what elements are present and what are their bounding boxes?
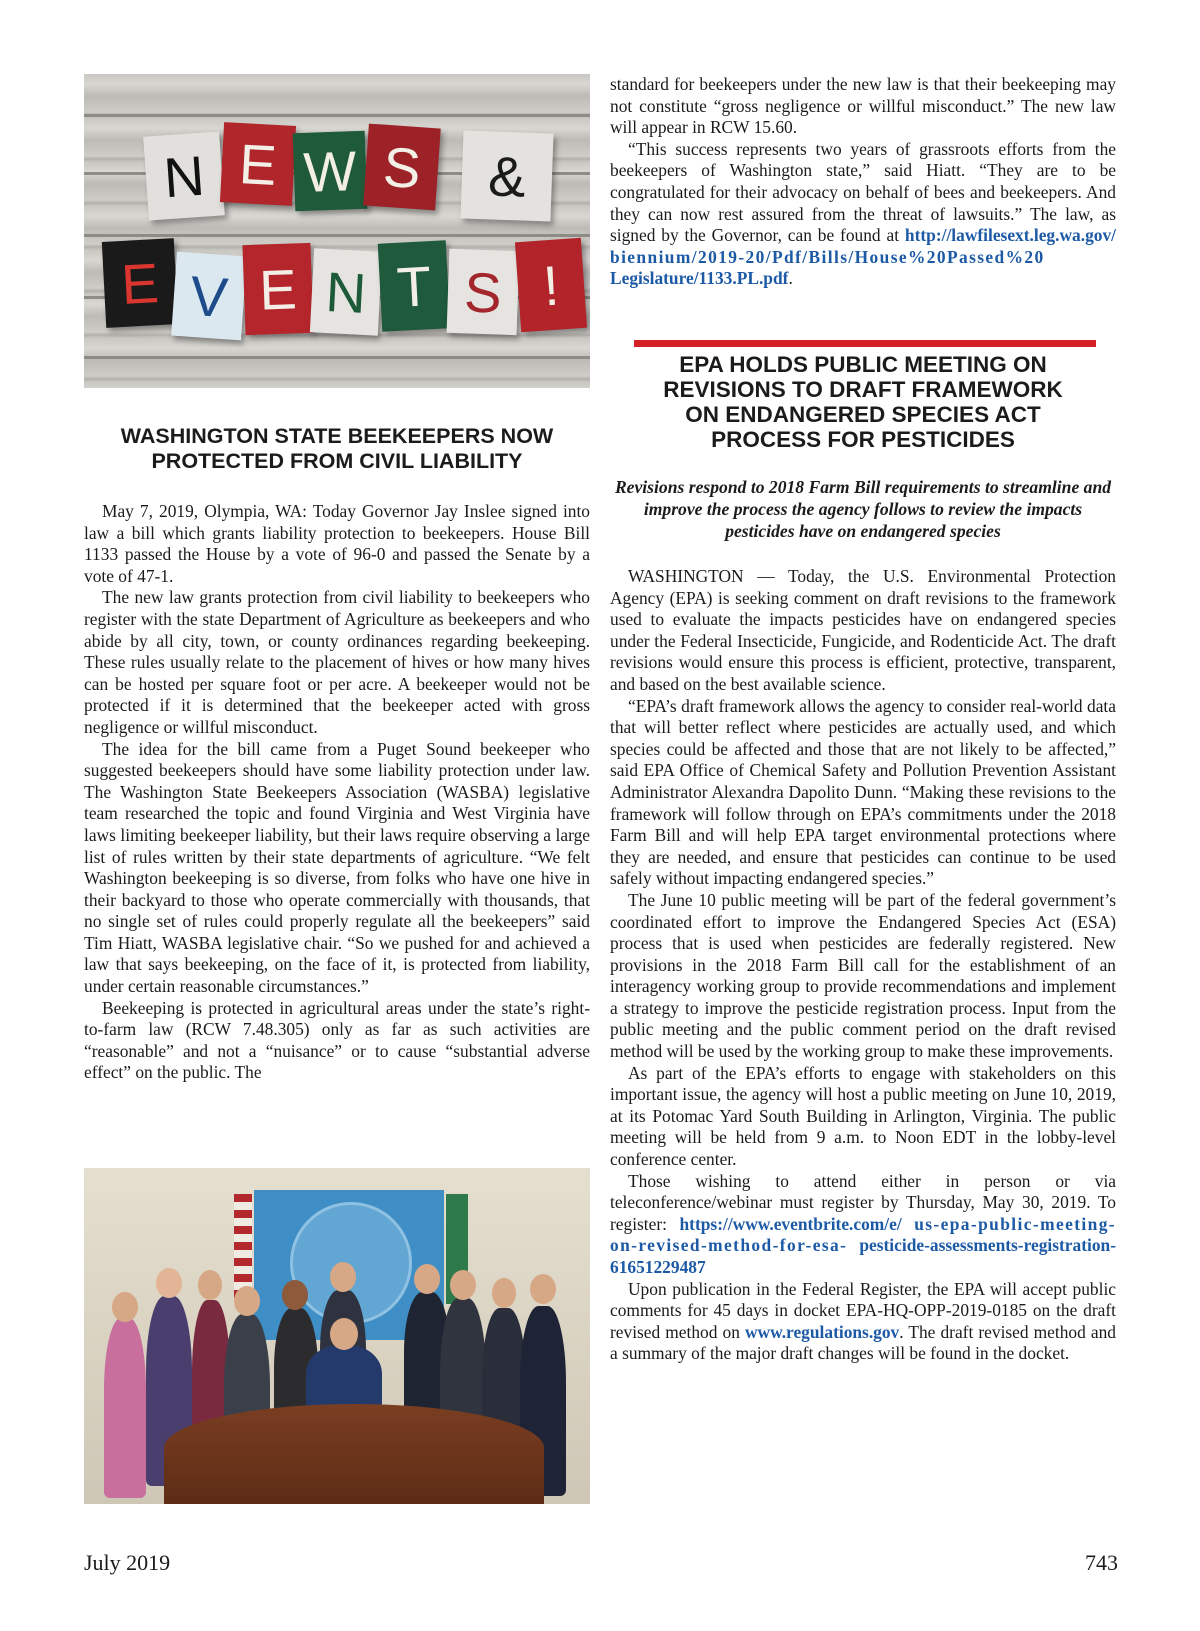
person-head <box>198 1270 222 1300</box>
tile-e3: E <box>242 243 313 335</box>
right-paragraph: “EPA’s draft framework allows the agency to consider real-world data that will better reflect where pesticides are actually used, and which species could be affected and those that are not likely to be affected,” said EPA Office of Chemical Safety and Pollution Prevention Assistant Administrator Alexandra Dapolito Dunn. “Making these revisions to the framework will follow through on EPA’s commitments under the 2018 Farm Bill and will help EPA target environmental protections where they are needed, and ensure that pesticides can continue to be used safely without impacting endangered species.” <box>610 695 1116 889</box>
regulations-link[interactable]: www.regulations.gov <box>744 1321 900 1342</box>
red-rule <box>634 340 1096 347</box>
right-subhead: Revisions respond to 2018 Farm Bill requirements to streamline and improve the process the agency follows to review the impacts pesticides have on endangered species <box>614 477 1112 541</box>
bill-signing-photo <box>84 1168 590 1504</box>
person-head <box>450 1270 476 1300</box>
person-head <box>112 1292 138 1322</box>
person-head <box>156 1268 182 1298</box>
tile-v: V <box>171 252 247 341</box>
right-paragraph: The June 10 public meeting will be part of the federal government’s coordinated effort to improve the Endangered Species Act (ESA) process that is used when pesticides are federally registered. New provisions in the 2018 Farm Bill call for the establishment of an interagency working group to provide recommendations and implement a strategy to improve the pesticide registration process. Input from the public meeting and the public comment period on the draft revised method will be used by the working group to make these improvements. <box>610 889 1116 1062</box>
left-paragraph: May 7, 2019, Olympia, WA: Today Governor Jay Inslee signed into law a bill which grants liability protection to beekeepers. House Bill 1133 passed the House by a vote of 96-0 and passed the Senate by a vote of 47-1. <box>84 501 590 586</box>
person-head <box>414 1264 440 1294</box>
headline-line: ON ENDANGERED SPECIES ACT <box>685 402 1041 427</box>
tile-e2: E <box>102 238 178 328</box>
person-head <box>492 1278 516 1308</box>
continuation-paragraph: standard for beekeepers under the new law is that their beekeeping may not constitute “gross negligence or willful misconduct.” The new law will appear in RCW 15.60. <box>610 74 1116 138</box>
law-link[interactable]: http://lawfilesext.leg.wa.gov/ <box>904 225 1116 246</box>
headline-line: PROCESS FOR PESTICIDES <box>711 427 1015 452</box>
page-number: 743 <box>1085 1550 1118 1575</box>
right-paragraph: Those wishing to attend either in person or via teleconference/webinar must register by Thursday, May 30, 2019. To register: https://www.eventbrite.com/e/ us-epa-public-meeting-on-revised-method-for-esa- pesticide-assessments-registration-61651229487 <box>610 1170 1116 1277</box>
news-events-banner <box>84 74 590 388</box>
tile-ampersand: & <box>460 130 553 221</box>
right-article-body <box>610 566 1116 1365</box>
left-paragraph: The idea for the bill came from a Puget Sound beekeeper who suggested beekeepers should have some liability protection under law. The Washington State Beekeepers Association (WASBA) legislative team researched the topic and found Virginia and West Virginia have laws limiting beekeeper liability, but their laws require observing a large list of rules written by their state departments of agriculture. “We felt Washington beekeeping is so diverse, from folks who have one hive in their backyard to those who operate commercially with thousands, that no single set of rules could properly regulate all the beekeepers” said Tim Hiatt, WASBA legislative chair. “So we pushed for and achieved a law that says beekeeping, on the face of it, is protected from liability, under certain reasonable circumstances.” <box>84 738 590 997</box>
tile-n: N <box>143 131 225 220</box>
left-article-body <box>84 501 590 1084</box>
person-head <box>330 1262 356 1292</box>
tile-n2: N <box>310 248 382 335</box>
person-head <box>330 1318 358 1350</box>
tile-exclamation: ! <box>515 238 587 332</box>
left-paragraph: The new law grants protection from civil liability to beekeepers who register with the state Department of Agriculture as beekeepers and who abide by all city, town, or county ordinances regarding beekeeping. These rules usually relate to the placement of hives or how many hives can be hosted per square foot or per acre. A beekeeper would not be protected if it is determined that the beekeeper acted with gross negligence or willful misconduct. <box>84 587 590 737</box>
right-continuation <box>610 74 1116 290</box>
law-link-2[interactable]: biennium/2019-20/Pdf/Bills/House%20Passed%20 <box>610 246 1045 267</box>
registration-link[interactable]: https://www.eventbrite.com/e/ <box>679 1213 902 1234</box>
tile-t: T <box>378 240 451 331</box>
continuation-paragraph-2: “This success represents two years of grassroots efforts from the beekeepers of Washington state,” said Hiatt. “They are to be congratulated for their advocacy on behalf of bees and beekeepers. And they can now rest assured from the threat of lawsuits.” The law, as signed by the Governor, can be found at http://lawfilesext.leg.wa.gov/ biennium/2019-20/Pdf/Bills/House%20Passed%20 Legislature/1133.PL.pdf. <box>610 138 1116 289</box>
person-head <box>530 1274 556 1304</box>
headline-line: EPA HOLDS PUBLIC MEETING ON <box>679 352 1047 377</box>
left-paragraph: Beekeeping is protected in agricultural areas under the state’s right-to-farm law (RCW 7.48.305) only as far as such activities are “reasonable” and not a “nuisance” or to cause “substantial adverse effect” on the public. The <box>84 997 590 1083</box>
person-head <box>234 1286 260 1316</box>
tile-e: E <box>220 122 296 206</box>
person <box>104 1318 146 1498</box>
left-headline: WASHINGTON STATE BEEKEEPERS NOW PROTECTED FROM CIVIL LIABILITY <box>120 424 554 473</box>
right-headline <box>610 352 1116 452</box>
right-paragraph: WASHINGTON — Today, the U.S. Environmental Protection Agency (EPA) is seeking comment on draft revisions to the framework used to evaluate the impacts pesticides have on endangered species under the Federal Insecticide, Fungicide, and Rodenticide Act. The draft revisions would ensure this process is efficient, protective, transparent, and based on the best available science. <box>610 566 1116 694</box>
registration-link-3[interactable]: pesticide-assessments-registration-61651229487 <box>610 1235 1116 1277</box>
headline-line: REVISIONS TO DRAFT FRAMEWORK <box>663 377 1063 402</box>
person-head <box>282 1280 308 1310</box>
registration-link-2[interactable]: us-epa-public-meeting-on-revised-method-for-esa- <box>610 1213 1116 1256</box>
conference-table <box>164 1404 544 1504</box>
tile-s: S <box>363 124 441 211</box>
right-paragraph: As part of the EPA’s efforts to engage with stakeholders on this important issue, the agency will host a public meeting on June 10, 2019, at its Potomac Yard South Building in Arlington, Virginia. The public meeting will be held from 9 a.m. to Noon EDT in the lobby-level conference center. <box>610 1062 1116 1170</box>
footer-date: July 2019 <box>84 1550 171 1575</box>
right-paragraph: Upon publication in the Federal Register, the EPA will accept public comments for 45 days in docket EPA-HQ-OPP-2019-0185 on the draft revised method on www.regulations.gov. The draft revised method and a summary of the major draft changes will be found in the docket. <box>610 1278 1116 1364</box>
tile-w: W <box>293 131 368 211</box>
tile-s2: S <box>447 249 520 335</box>
law-link-3[interactable]: Legislature/1133.PL.pdf <box>610 268 789 289</box>
